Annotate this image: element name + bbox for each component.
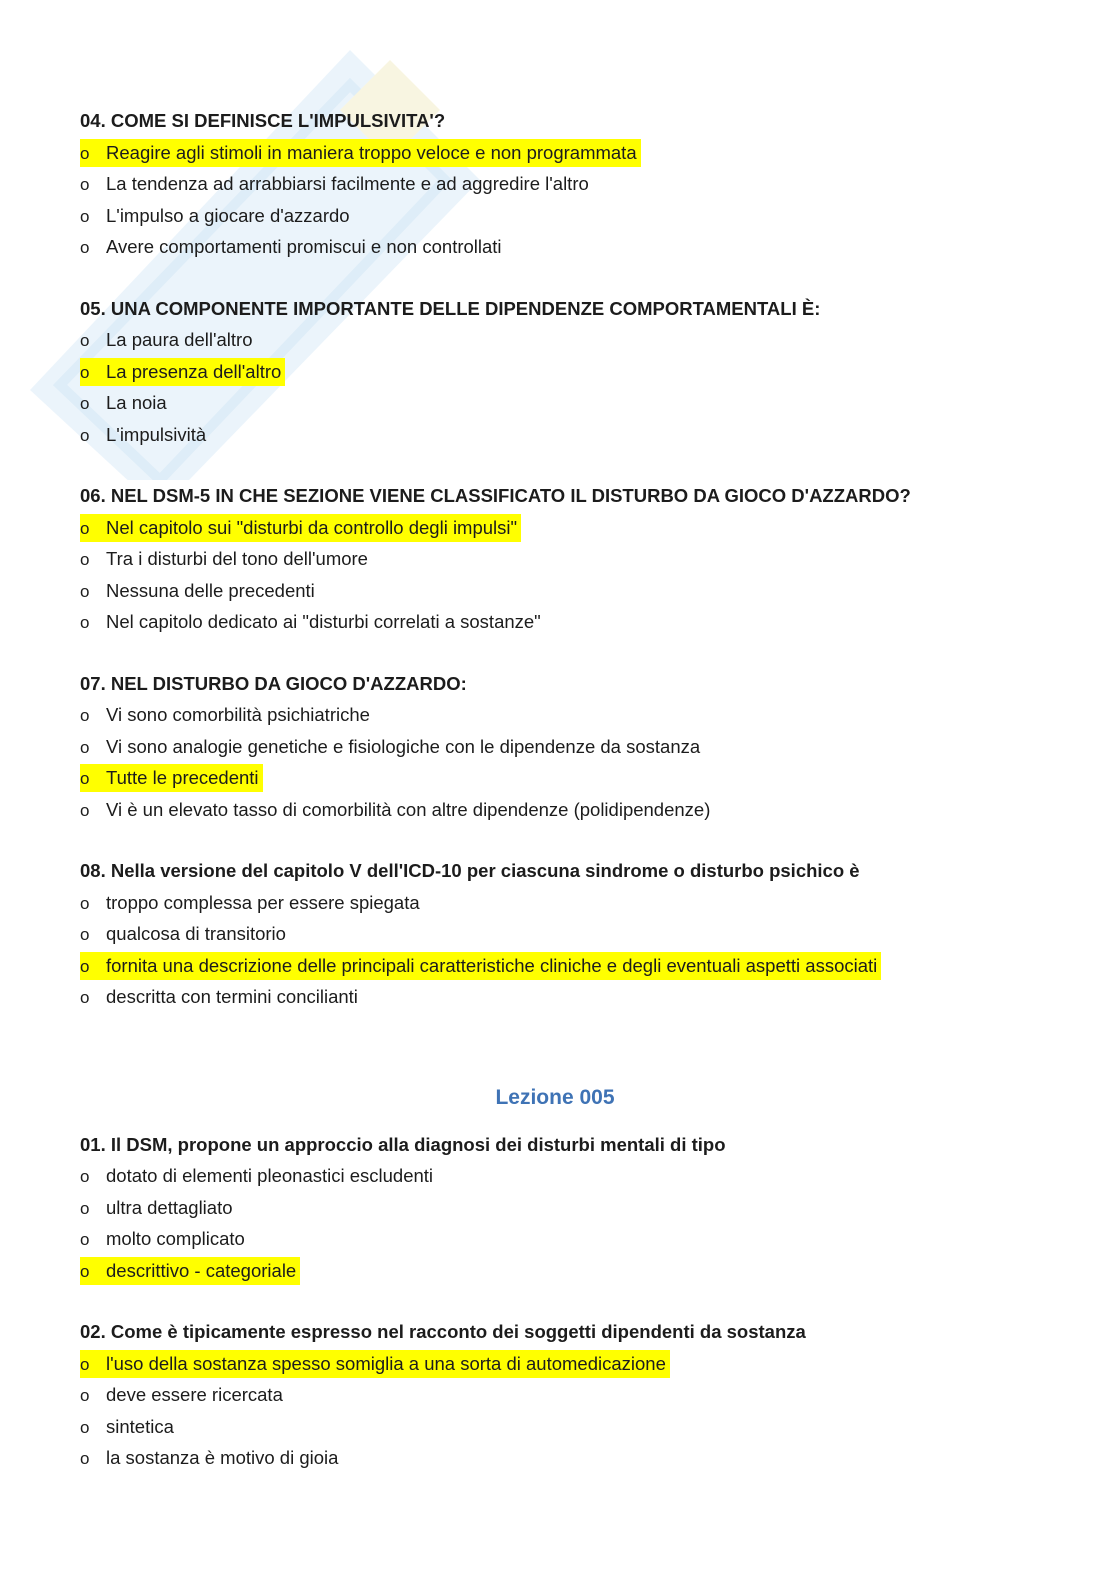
answer-text-wrap — [80, 577, 319, 605]
answer-text: l'uso della sostanza spesso somiglia a una sorta di automedicazione — [106, 1352, 666, 1374]
answer-text-wrap — [80, 1194, 237, 1222]
bullet-icon: o — [80, 925, 90, 944]
quiz-content — [80, 105, 1060, 1474]
answer-text: molto complicato — [106, 1228, 245, 1249]
bullet-icon: o — [80, 737, 90, 757]
answer-text: Tra i disturbi del tono dell'umore — [106, 548, 368, 569]
question-title: 06. NEL DSM-5 IN CHE SEZIONE VIENE CLASSIFICATO IL DISTURBO DA GIOCO D'AZZARDO? — [80, 485, 911, 506]
answer-text: fornita una descrizione delle principali caratteristiche cliniche e degli eventuali aspetti associati — [106, 954, 878, 976]
answer-option-correct — [80, 762, 1060, 794]
answer-text: Vi sono analogie genetiche e fisiologiche con le dipendenze da sostanza — [106, 735, 701, 757]
answer-text: Avere comportamenti promiscui e non controllati — [106, 236, 502, 257]
answer-text-wrap — [80, 1381, 287, 1409]
answer-option — [80, 575, 1060, 607]
bullet-icon: o — [80, 206, 90, 226]
bullet-icon: o — [80, 1261, 90, 1281]
answer-option — [80, 1160, 1060, 1192]
answer-option — [80, 606, 1060, 638]
answer-option-correct — [80, 1348, 1060, 1380]
answer-text: Nel capitolo sui "disturbi da controllo degli impulsi" — [106, 516, 518, 538]
answer-text-wrap — [80, 389, 171, 417]
answer-option — [80, 419, 1060, 451]
answer-text-wrap — [80, 1413, 178, 1441]
answer-text: Vi è un elevato tasso di comorbilità con altre dipendenze (polidipendenze) — [106, 798, 711, 820]
answer-option — [80, 1411, 1060, 1443]
answer-text: Nel capitolo dedicato ai "disturbi correlati a sostanze" — [106, 611, 541, 632]
bullet-icon: o — [80, 769, 90, 788]
highlighted-answer — [80, 764, 263, 792]
answer-option — [80, 324, 1060, 356]
answer-text-wrap — [80, 608, 545, 636]
answer-text-wrap — [80, 545, 372, 573]
answer-option — [80, 731, 1060, 763]
answer-option — [80, 543, 1060, 575]
answer-option-correct — [80, 1255, 1060, 1287]
highlighted-answer — [80, 139, 641, 167]
answer-option — [80, 1223, 1060, 1255]
highlighted-answer — [80, 1257, 300, 1285]
highlighted-answer — [80, 514, 521, 542]
answer-text: La paura dell'altro — [106, 329, 253, 350]
bullet-icon: o — [80, 1386, 90, 1405]
answer-text: dotato di elementi pleonastici escludenti — [106, 1165, 434, 1186]
bullet-icon: o — [80, 893, 90, 913]
answer-option — [80, 794, 1060, 826]
bullet-icon: o — [80, 238, 90, 257]
answer-text-wrap — [80, 326, 257, 354]
answer-option — [80, 699, 1060, 731]
bullet-icon: o — [80, 613, 90, 632]
answer-option-correct — [80, 512, 1060, 544]
answer-text-wrap — [80, 421, 210, 449]
answer-text: Tutte le precedenti — [106, 767, 259, 788]
answer-option — [80, 1379, 1060, 1411]
bullet-icon: o — [80, 394, 90, 413]
question-title: 05. UNA COMPONENTE IMPORTANTE DELLE DIPENDENZE COMPORTAMENTALI È: — [80, 297, 821, 319]
lesson-heading: Lezione 005 — [495, 1085, 615, 1109]
answer-text-wrap — [80, 796, 714, 824]
question-title: 01. Il DSM, propone un approccio alla diagnosi dei disturbi mentali di tipo — [80, 1133, 726, 1155]
bullet-icon: o — [80, 581, 90, 601]
bullet-icon: o — [80, 1198, 90, 1218]
answer-text-wrap — [80, 733, 704, 761]
bullet-icon: o — [80, 362, 90, 382]
question-title: 02. Come è tipicamente espresso nel racconto dei soggetti dipendenti da sostanza — [80, 1321, 806, 1342]
answer-text: deve essere ricercata — [106, 1384, 283, 1405]
bullet-icon: o — [80, 331, 90, 350]
bullet-icon: o — [80, 800, 90, 820]
answer-text: La noia — [106, 392, 167, 413]
highlighted-answer — [80, 952, 881, 980]
answer-option — [80, 168, 1060, 200]
answer-text: La tendenza ad arrabbiarsi facilmente e ad aggredire l'altro — [106, 173, 589, 194]
answer-text-wrap — [80, 1444, 342, 1472]
answer-text: la sostanza è motivo di gioia — [106, 1447, 339, 1468]
bullet-icon: o — [80, 143, 90, 163]
answer-option-correct — [80, 356, 1060, 388]
bullet-icon: o — [80, 1167, 90, 1186]
highlighted-answer — [80, 1350, 670, 1378]
bullet-icon: o — [80, 956, 90, 976]
answer-option — [80, 981, 1060, 1013]
answer-text: Vi sono comorbilità psichiatriche — [106, 704, 370, 725]
answer-text-wrap — [80, 701, 374, 729]
answer-text-wrap — [80, 983, 362, 1011]
answer-text: L'impulso a giocare d'azzardo — [106, 204, 350, 226]
answer-text-wrap — [80, 1225, 249, 1253]
answer-option — [80, 887, 1060, 919]
answer-option — [80, 200, 1060, 232]
answer-option — [80, 918, 1060, 950]
answer-text: ultra dettagliato — [106, 1196, 233, 1218]
bullet-icon: o — [80, 988, 90, 1007]
answer-text: descritta con termini concilianti — [106, 986, 358, 1007]
bullet-icon: o — [80, 175, 90, 194]
answer-text: Nessuna delle precedenti — [106, 579, 315, 601]
answer-text: L'impulsività — [106, 423, 207, 445]
answer-text-wrap — [80, 889, 424, 917]
answer-text: sintetica — [106, 1415, 174, 1437]
answer-option — [80, 1442, 1060, 1474]
answer-text-wrap — [80, 233, 506, 261]
bullet-icon: o — [80, 706, 90, 725]
answer-text: qualcosa di transitorio — [106, 923, 286, 944]
bullet-icon: o — [80, 425, 90, 445]
answer-text: descrittivo - categoriale — [106, 1259, 297, 1281]
bullet-icon: o — [80, 1449, 90, 1468]
highlighted-answer — [80, 358, 285, 386]
bullet-icon: o — [80, 518, 90, 538]
answer-text: troppo complessa per essere spiegata — [106, 891, 420, 913]
answer-text: La presenza dell'altro — [106, 360, 282, 382]
answer-option-correct — [80, 137, 1060, 169]
answer-text-wrap — [80, 202, 354, 230]
answer-option — [80, 387, 1060, 419]
bullet-icon: o — [80, 1417, 90, 1437]
answer-text-wrap — [80, 920, 290, 948]
answer-text-wrap — [80, 170, 593, 198]
answer-option — [80, 231, 1060, 263]
question-title: 08. Nella versione del capitolo V dell'ICD-10 per ciascuna sindrome o disturbo psichico è — [80, 860, 860, 881]
bullet-icon: o — [80, 1354, 90, 1374]
bullet-icon: o — [80, 1230, 90, 1249]
answer-text: Reagire agli stimoli in maniera troppo veloce e non programmata — [106, 141, 637, 163]
answer-option — [80, 1192, 1060, 1224]
bullet-icon: o — [80, 550, 90, 569]
question-title: 07. NEL DISTURBO DA GIOCO D'AZZARDO: — [80, 672, 467, 694]
answer-option-correct — [80, 950, 1060, 982]
answer-text-wrap — [80, 1162, 437, 1190]
question-title: 04. COME SI DEFINISCE L'IMPULSIVITA'? — [80, 110, 446, 131]
